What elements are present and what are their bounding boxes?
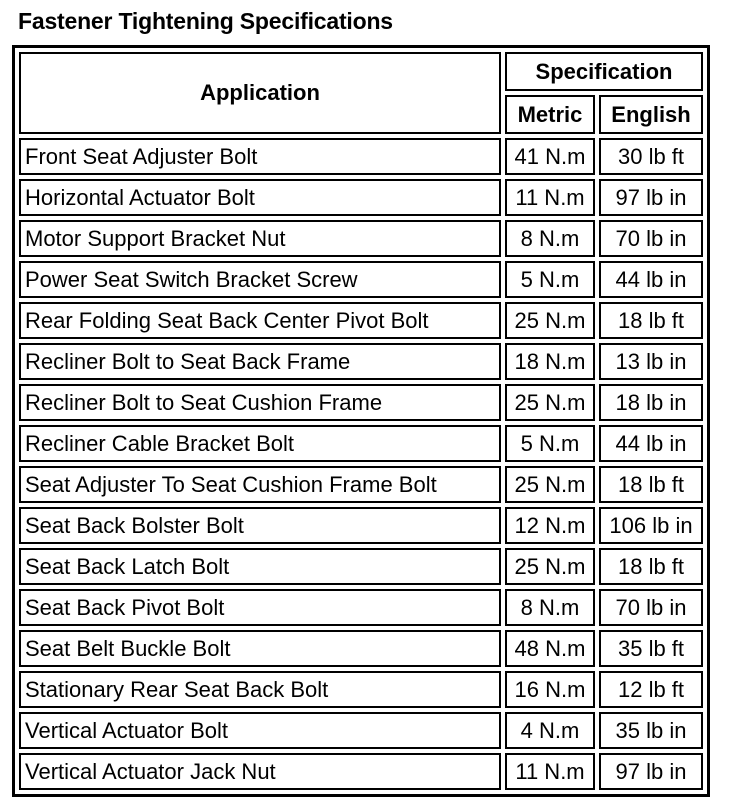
application-cell: Seat Back Latch Bolt <box>19 548 501 585</box>
document-title: Fastener Tightening Specifications <box>18 8 393 34</box>
metric-value-cell: 8 N.m <box>505 220 595 257</box>
application-cell: Vertical Actuator Jack Nut <box>19 753 501 790</box>
english-value-cell: 44 lb in <box>599 261 703 298</box>
metric-value-cell: 8 N.m <box>505 589 595 626</box>
english-value-cell: 106 lb in <box>599 507 703 544</box>
metric-value-cell: 25 N.m <box>505 466 595 503</box>
table-row <box>19 220 703 257</box>
table-row <box>19 261 703 298</box>
table-row <box>19 384 703 421</box>
english-value-cell: 35 lb in <box>599 712 703 749</box>
english-value-cell: 35 lb ft <box>599 630 703 667</box>
header-specification: Specification <box>505 52 703 91</box>
metric-value-cell: 25 N.m <box>505 302 595 339</box>
metric-value-cell: 11 N.m <box>505 179 595 216</box>
table-row <box>19 589 703 626</box>
english-value-cell: 97 lb in <box>599 753 703 790</box>
application-cell: Motor Support Bracket Nut <box>19 220 501 257</box>
english-value-cell: 12 lb ft <box>599 671 703 708</box>
english-value-cell: 13 lb in <box>599 343 703 380</box>
metric-value-cell: 4 N.m <box>505 712 595 749</box>
application-cell: Front Seat Adjuster Bolt <box>19 138 501 175</box>
application-cell: Seat Back Bolster Bolt <box>19 507 501 544</box>
table-row <box>19 302 703 339</box>
english-value-cell: 97 lb in <box>599 179 703 216</box>
table-row <box>19 138 703 175</box>
metric-value-cell: 11 N.m <box>505 753 595 790</box>
application-cell: Recliner Cable Bracket Bolt <box>19 425 501 462</box>
metric-value-cell: 25 N.m <box>505 384 595 421</box>
fastener-spec-table <box>12 45 710 797</box>
application-cell: Seat Adjuster To Seat Cushion Frame Bolt <box>19 466 501 503</box>
application-cell: Recliner Bolt to Seat Cushion Frame <box>19 384 501 421</box>
english-value-cell: 18 lb ft <box>599 548 703 585</box>
header-english: English <box>599 95 703 134</box>
application-cell: Horizontal Actuator Bolt <box>19 179 501 216</box>
table-row <box>19 507 703 544</box>
table-row <box>19 712 703 749</box>
table-header <box>19 52 703 134</box>
english-value-cell: 70 lb in <box>599 220 703 257</box>
metric-value-cell: 25 N.m <box>505 548 595 585</box>
english-value-cell: 18 lb in <box>599 384 703 421</box>
table-body <box>19 138 703 790</box>
table-row <box>19 466 703 503</box>
table-row <box>19 425 703 462</box>
application-cell: Recliner Bolt to Seat Back Frame <box>19 343 501 380</box>
application-cell: Seat Belt Buckle Bolt <box>19 630 501 667</box>
application-cell: Power Seat Switch Bracket Screw <box>19 261 501 298</box>
header-row-top <box>19 52 703 91</box>
table-row <box>19 753 703 790</box>
table-row <box>19 343 703 380</box>
table-row <box>19 671 703 708</box>
header-application: Application <box>19 52 501 134</box>
application-cell: Seat Back Pivot Bolt <box>19 589 501 626</box>
application-cell: Stationary Rear Seat Back Bolt <box>19 671 501 708</box>
metric-value-cell: 41 N.m <box>505 138 595 175</box>
application-cell: Vertical Actuator Bolt <box>19 712 501 749</box>
metric-value-cell: 48 N.m <box>505 630 595 667</box>
header-metric: Metric <box>505 95 595 134</box>
english-value-cell: 44 lb in <box>599 425 703 462</box>
application-cell: Rear Folding Seat Back Center Pivot Bolt <box>19 302 501 339</box>
table-row <box>19 630 703 667</box>
metric-value-cell: 18 N.m <box>505 343 595 380</box>
table-row <box>19 548 703 585</box>
english-value-cell: 18 lb ft <box>599 466 703 503</box>
metric-value-cell: 5 N.m <box>505 261 595 298</box>
metric-value-cell: 16 N.m <box>505 671 595 708</box>
table-row <box>19 179 703 216</box>
english-value-cell: 70 lb in <box>599 589 703 626</box>
metric-value-cell: 5 N.m <box>505 425 595 462</box>
english-value-cell: 30 lb ft <box>599 138 703 175</box>
english-value-cell: 18 lb ft <box>599 302 703 339</box>
metric-value-cell: 12 N.m <box>505 507 595 544</box>
